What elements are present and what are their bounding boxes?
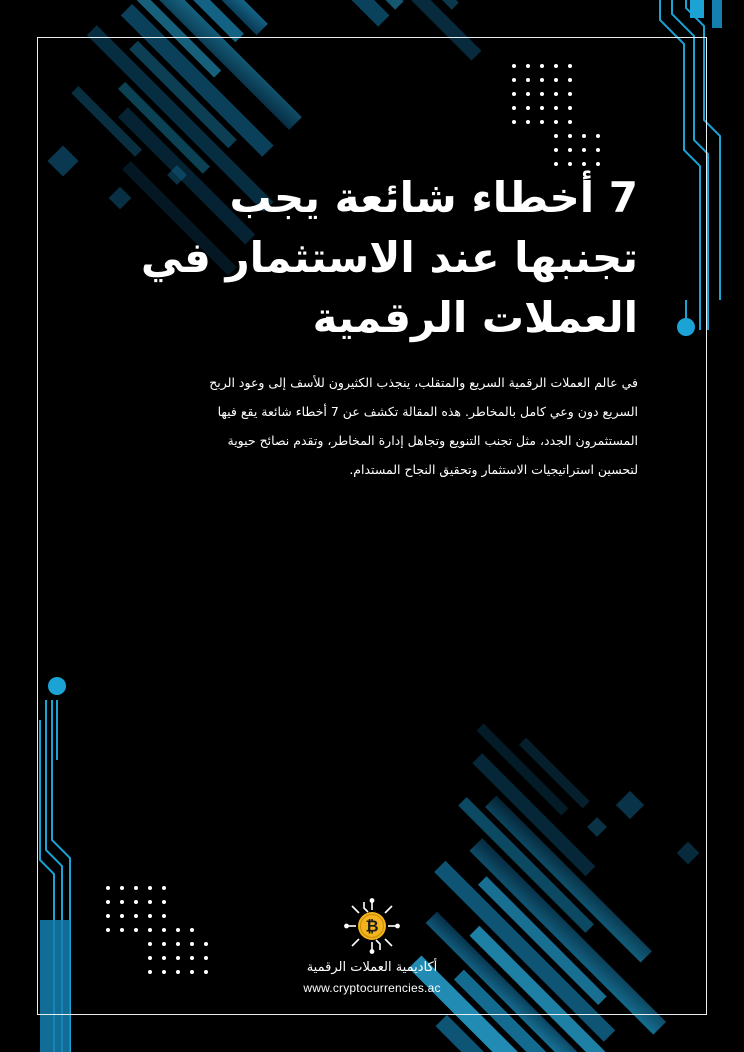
bitcoin-circuit-icon — [344, 898, 400, 954]
intro-line: لتحسين استراتيجيات الاستثمار وتحقيق النجاح المستدام. — [349, 462, 638, 477]
page-title — [118, 168, 638, 348]
brand-name: أكاديمية العملات الرقمية — [306, 960, 438, 975]
brand-block — [272, 898, 472, 995]
title-line: العملات الرقمية — [312, 293, 638, 342]
title-line: 7 أخطاء شائعة يجب — [229, 173, 638, 222]
intro-line: المستثمرون الجدد، مثل تجنب التنويع وتجاهل إدارة المخاطر، وتقدم نصائح حيوية — [227, 433, 638, 448]
intro-line: السريع دون وعي كامل بالمخاطر. هذه المقالة تكشف عن 7 أخطاء شائعة يقع فيها — [217, 404, 638, 419]
intro-line: في عالم العملات الرقمية السريع والمتقلب، ينجذب الكثيرون للأسف إلى وعود الربح — [209, 375, 638, 390]
title-line: تجنبها عند الاستثمار في — [140, 233, 638, 282]
bitcoin-symbol: ₿ — [365, 916, 379, 936]
brand-url: www.cryptocurrencies.ac — [303, 981, 441, 995]
intro-paragraph — [118, 368, 638, 484]
